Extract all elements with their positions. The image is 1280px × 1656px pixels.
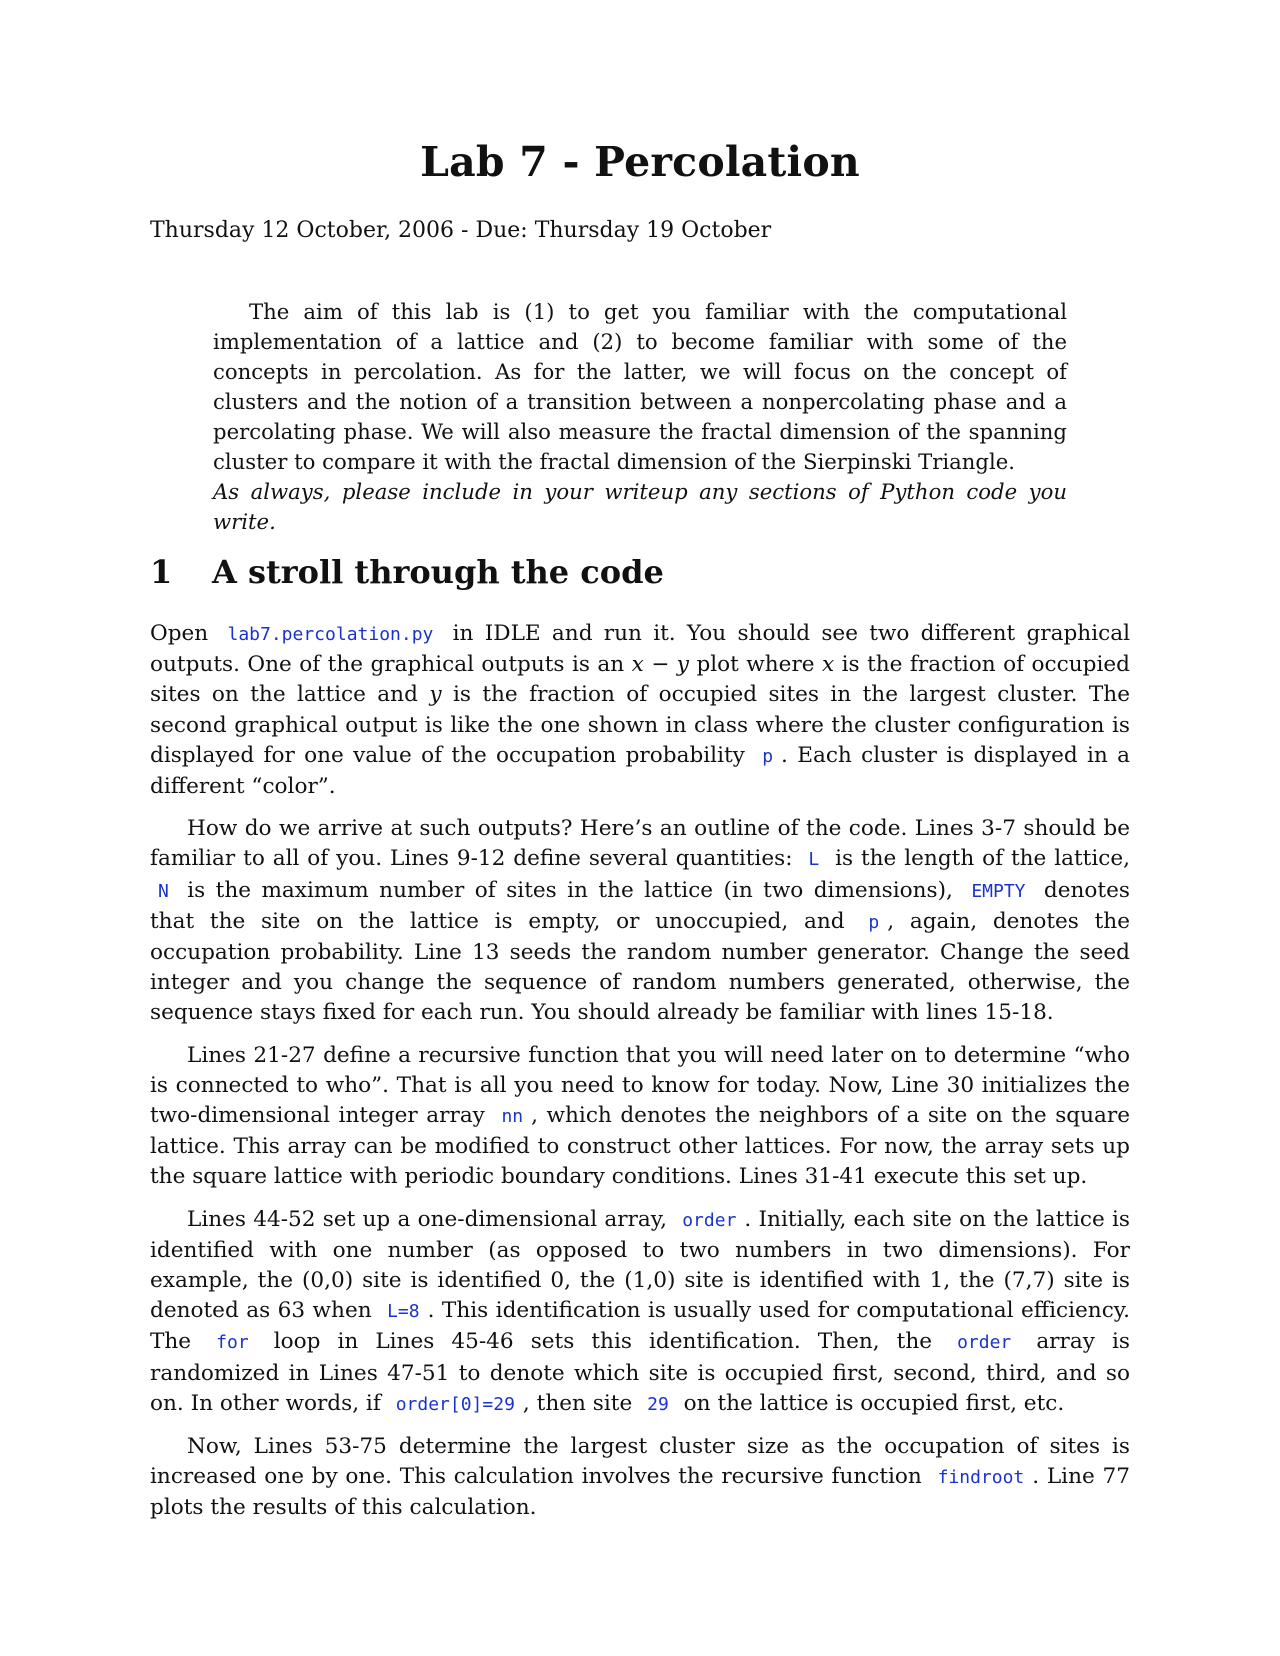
text: array is randomized in Lines 47-51 to denote which site is occupied first, second, third, and so on. In other words, if (150, 1329, 1130, 1416)
text: is the fraction of occupied sites on the lattice and (150, 652, 1130, 708)
section-title: A stroll through the code (212, 553, 664, 591)
code-token: p (868, 911, 880, 933)
paragraph-3 (150, 1041, 1130, 1193)
section-heading (150, 553, 664, 591)
code-token: N (158, 880, 169, 902)
code-token: findroot (937, 1467, 1025, 1489)
code-token: for (216, 1332, 249, 1354)
math: x − y (631, 652, 689, 678)
code-token: nn (501, 1106, 524, 1128)
code-token: 29 (647, 1393, 669, 1415)
text: , then site (522, 1390, 633, 1416)
text: , which denotes the neighbors of a site on the square lattice. This array can be modified to construct other lattices. For now, the array sets up the square lattice with periodic boundary conditions. Lines 31-41 execute this set up. (150, 1103, 1130, 1190)
abstract-note: As always, please include in your writeup any sections of Python code you write. (213, 479, 1067, 534)
text: is the length of the lattice, (835, 846, 1130, 872)
text: Now, Lines 53-75 determine the largest cluster size as the occupation of sites is increased one by one. This calculation involves the recursive function (150, 1434, 1130, 1490)
paragraph-2 (150, 814, 1130, 1028)
code-token: L=8 (387, 1301, 420, 1323)
text: . Each cluster is displayed in a different “color”. (150, 742, 1130, 800)
code-token: p (762, 745, 774, 767)
text: is the maximum number of sites in the lattice (in two dimensions), (187, 877, 953, 903)
text: Lines 21-27 define a recursive function that you will need later on to determine “who is connected to who”. That is all you need to know for today. Now, Line 30 initializes the two-dimensional integer array (150, 1042, 1130, 1129)
text: is the fraction of occupied sites in the largest cluster. The second graphical output is like the one shown in class where the cluster configuration is displayed for one value of the occupation probability (150, 682, 1130, 768)
section-number: 1 (150, 553, 173, 591)
paragraph-5 (150, 1432, 1130, 1524)
text: . Line 77 plots the results of this calculation. (150, 1464, 1130, 1521)
abstract-text: The aim of this lab is (1) to get you familiar with the computational implementation of a lattice and (2) to become familiar with some of the concepts in percolation. As for the latter, we will focus on the concept of clusters and the notion of a transition between a nonpercolating phase and a percolating phase. We will also measure the fractal dimension of the spanning cluster to compare it with the fractal dimension of the Sierpinski Triangle. (213, 299, 1067, 474)
text: denotes that the site on the lattice is empty, or unoccupied, and (150, 877, 1130, 934)
code-token: EMPTY (971, 880, 1026, 902)
abstract (213, 297, 1067, 537)
text: plot where (696, 652, 815, 678)
code-token: order[0]=29 (395, 1393, 515, 1415)
text: How do we arrive at such outputs? Here’s an outline of the code. Lines 3-7 should be familiar to all of you. Lines 9-12 define several quantities: (150, 816, 1130, 872)
text: , again, denotes the occupation probability. Line 13 seeds the random number generator. Change the seed integer and you change the sequence of random numbers generated, otherwise, the sequence stays fixed for each run. You should already be familiar with lines 15-18. (150, 908, 1130, 1026)
page-title: Lab 7 - Percolation (420, 138, 860, 186)
code-token: order (957, 1332, 1012, 1354)
date-line: Thursday 12 October, 2006 - Due: Thursday 19 October (150, 218, 772, 243)
code-token: L (808, 849, 820, 871)
text: on the lattice is occupied first, etc. (683, 1390, 1065, 1416)
text: Lines 44-52 set up a one-dimensional array, (187, 1206, 667, 1232)
math: x (822, 652, 835, 678)
code-filename: lab7.percolation.py (227, 624, 434, 645)
section-body (150, 619, 1130, 1536)
code-token: order (682, 1209, 737, 1231)
paragraph-1 (150, 619, 1130, 802)
text: loop in Lines 45-46 sets this identification. Then, the (273, 1329, 933, 1355)
text: . This identification is usually used for computational efficiency. The (150, 1298, 1130, 1355)
paragraph-4 (150, 1205, 1130, 1420)
text: in IDLE and run it. You should see two different graphical outputs. One of the graphical outputs is an (150, 621, 1130, 678)
math: y (429, 682, 442, 708)
text: Open (150, 621, 209, 646)
text: . Initially, each site on the lattice is identified with one number (as opposed to two numbers in two dimensions). For example, the (0,0) site is identified 0, the (1,0) site is identified with 1, the (7,7) site is denoted as 63 when (150, 1206, 1131, 1324)
